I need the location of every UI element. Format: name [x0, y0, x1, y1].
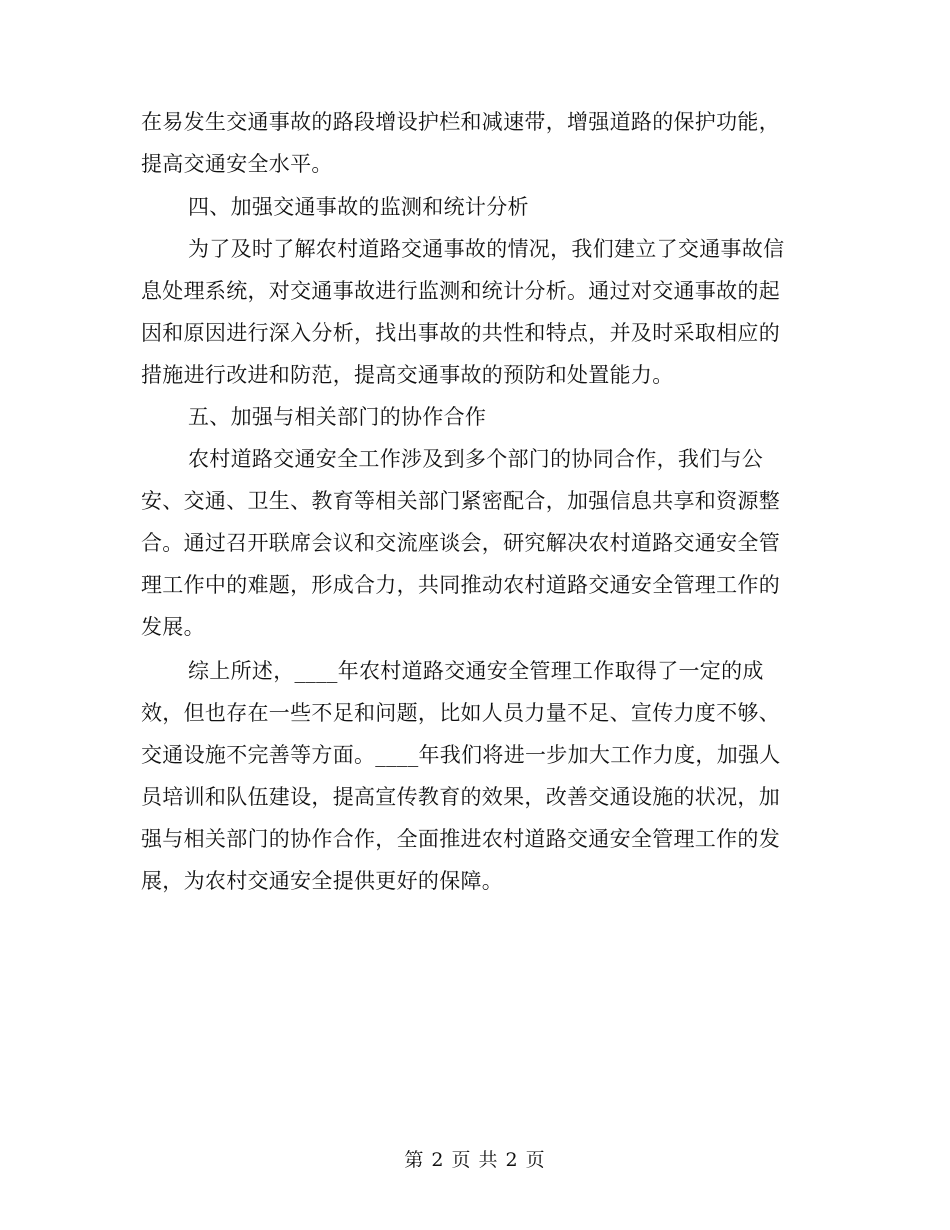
- body-text-line: 农村道路交通安全工作涉及到多个部门的协同合作，我们与公: [188, 447, 764, 471]
- body-text-line: 强与相关部门的协作合作，全面推进农村道路交通安全管理工作的发: [141, 827, 780, 851]
- body-text-line: 提高交通安全水平。: [141, 152, 333, 176]
- body-text-line: 安、交通、卫生、教育等相关部门紧密配合，加强信息共享和资源整: [141, 489, 780, 513]
- body-text-line: 效，但也存在一些不足和问题，比如人员力量不足、宣传力度不够、: [141, 701, 780, 725]
- body-text-line: 合。通过召开联席会议和交流座谈会，研究解决农村道路交通安全管: [141, 531, 780, 555]
- body-text-line: 息处理系统，对交通事故进行监测和统计分析。通过对交通事故的起: [141, 279, 780, 303]
- body-text-line: 理工作中的难题，形成合力，共同推动农村道路交通安全管理工作的: [141, 573, 780, 597]
- body-text-line: 交通设施不完善等方面。____年我们将进一步加大工作力度，加强人: [141, 743, 781, 767]
- body-text-line: 措施进行改进和防范，提高交通事故的预防和处置能力。: [141, 363, 674, 387]
- body-text-line: 在易发生交通事故的路段增设护栏和减速带，增强道路的保护功能，: [141, 110, 780, 134]
- section-heading: 四、加强交通事故的监测和统计分析: [188, 195, 529, 219]
- body-text-line: 为了及时了解农村道路交通事故的情况，我们建立了交通事故信: [188, 237, 785, 261]
- body-text-line: 员培训和队伍建设，提高宣传教育的效果，改善交通设施的状况，加: [141, 785, 780, 809]
- body-text-line: 综上所述，____年农村道路交通安全管理工作取得了一定的成: [188, 659, 764, 683]
- section-heading: 五、加强与相关部门的协作合作: [188, 405, 487, 429]
- body-text-line: 发展。: [141, 615, 205, 639]
- body-text-line: 因和原因进行深入分析，找出事故的共性和特点，并及时采取相应的: [141, 321, 780, 345]
- body-text-line: 展，为农村交通安全提供更好的保障。: [141, 869, 504, 893]
- page-number-footer: 第 2 页 共 2 页: [404, 1149, 546, 1171]
